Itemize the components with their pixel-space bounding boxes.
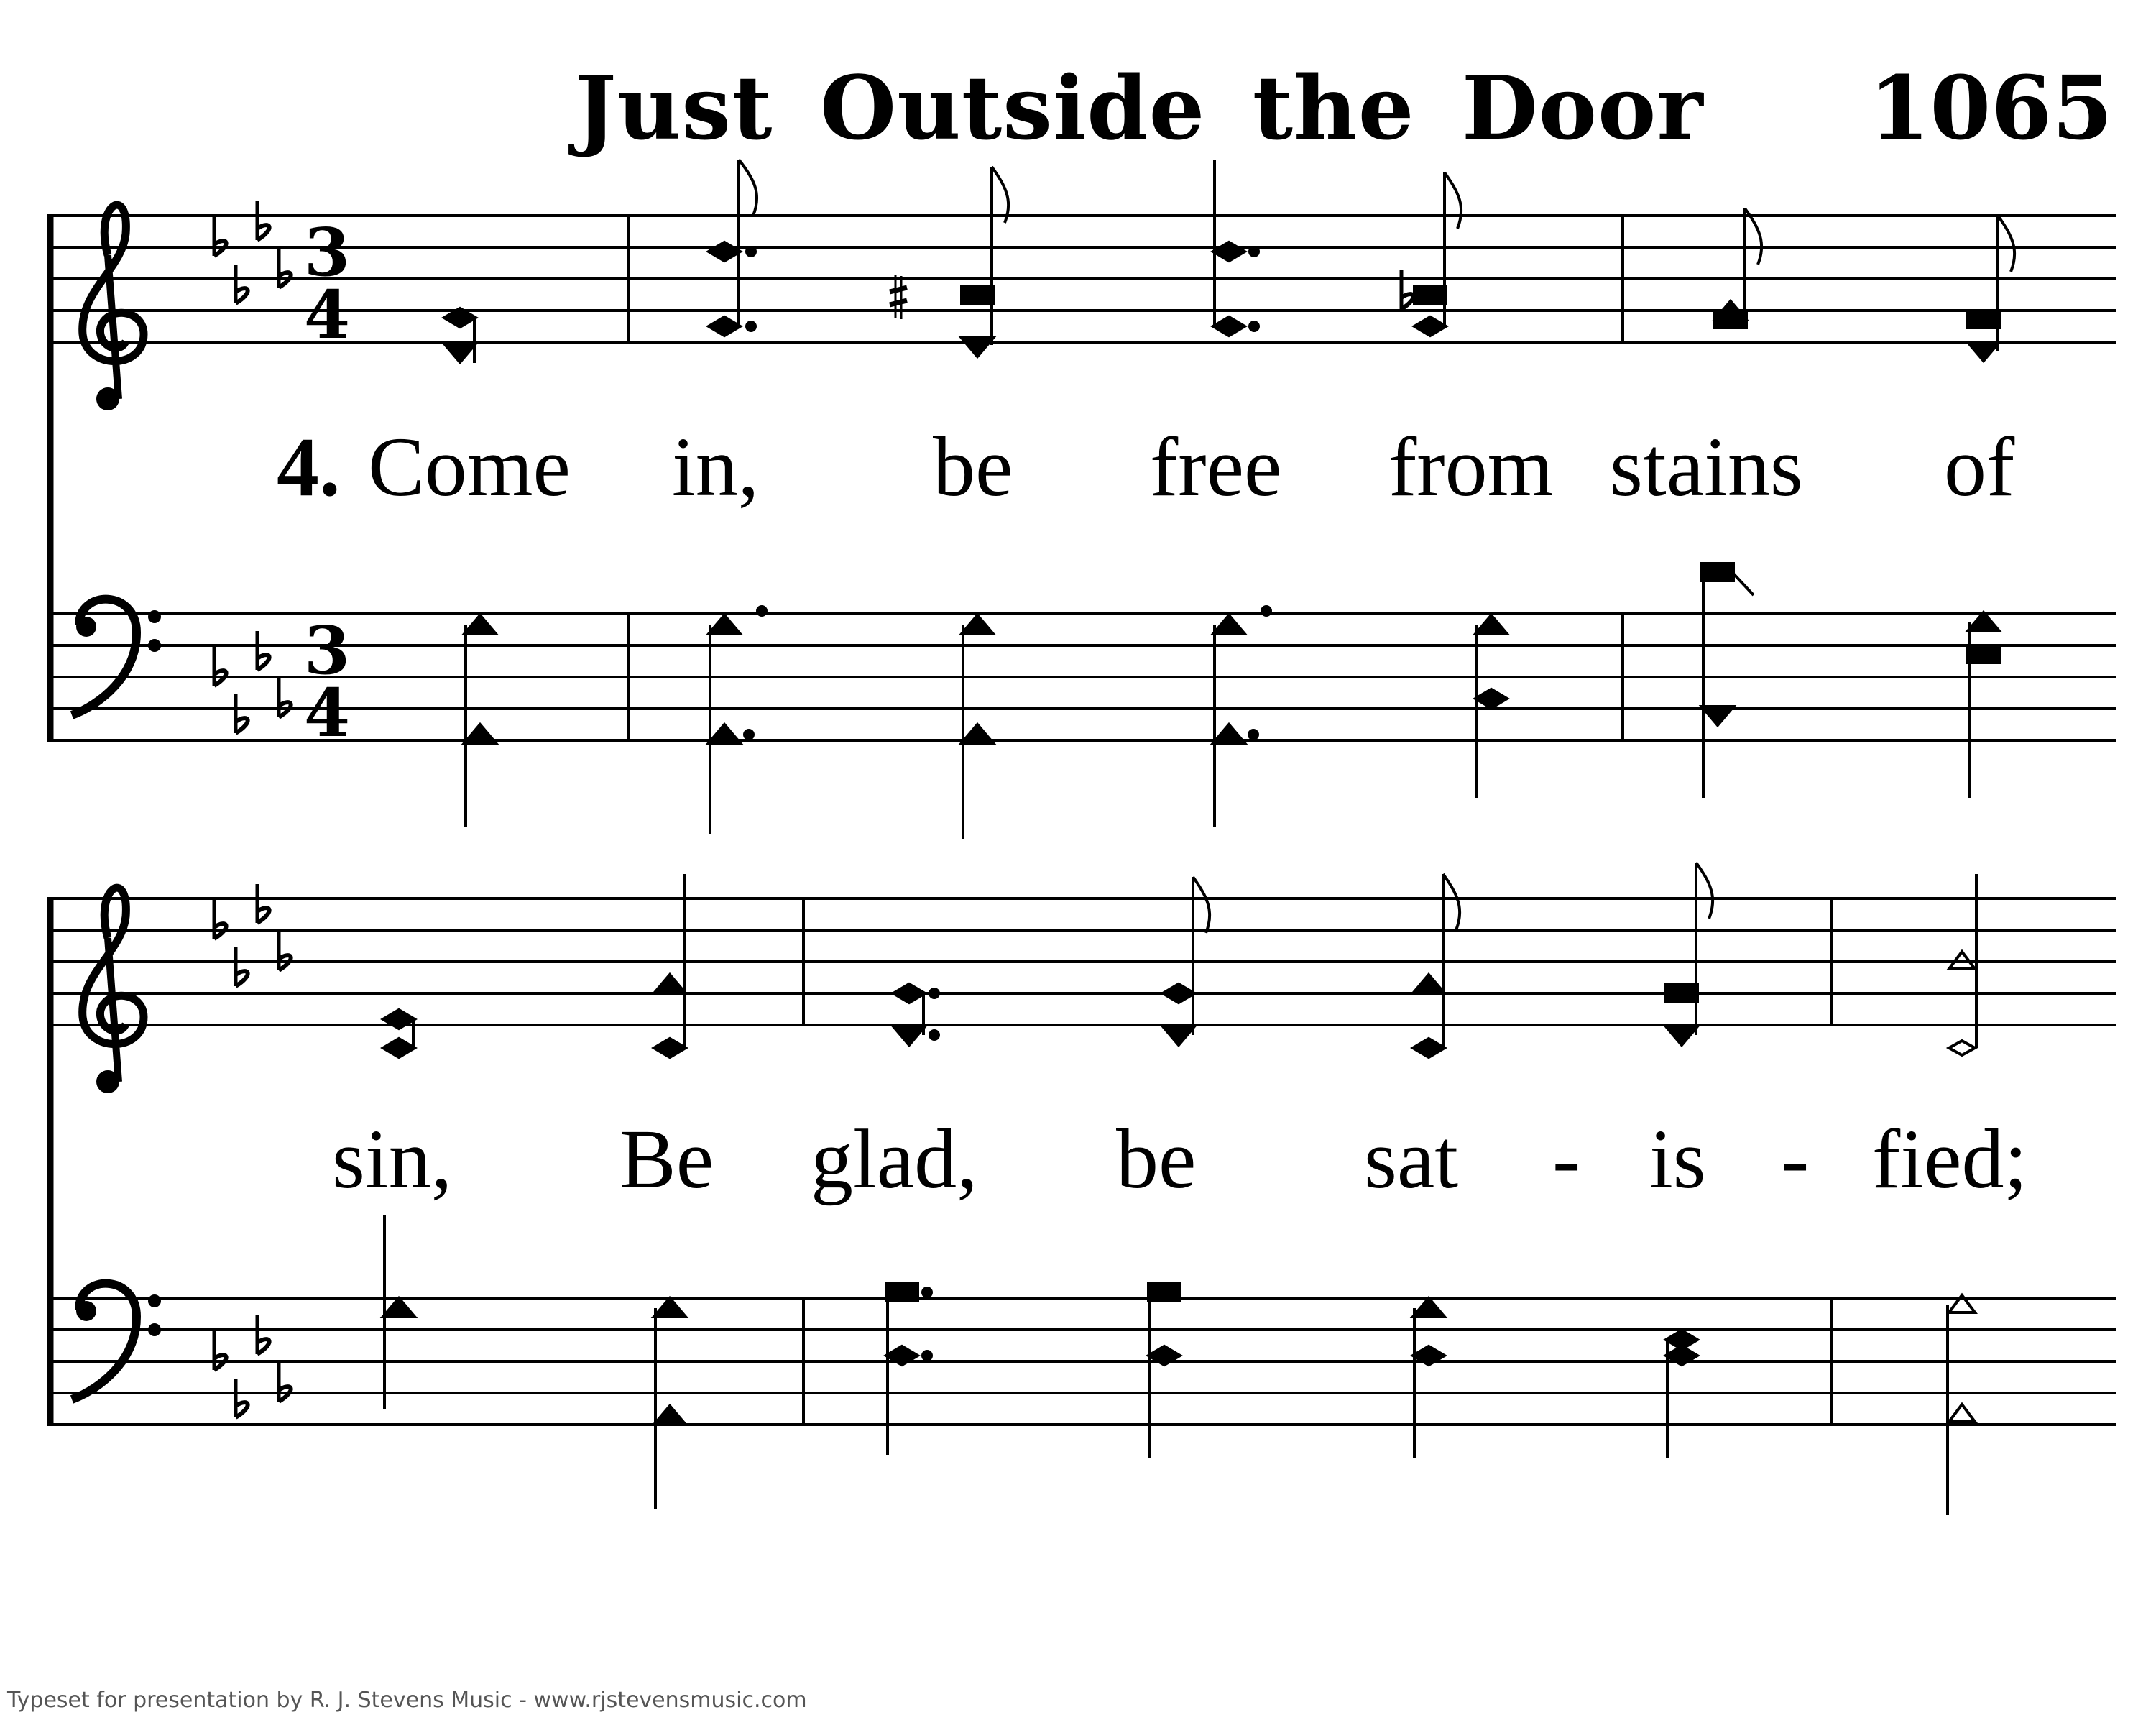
system-1-bass-staff	[47, 614, 2116, 740]
lyric-word: glad,	[811, 1112, 978, 1206]
lyric-word: stains	[1610, 420, 1803, 514]
lyric-word: Be	[619, 1112, 714, 1206]
system-2-treble-staff	[47, 898, 2116, 1025]
lyric-word: Come	[368, 420, 571, 514]
lyric-word: fied;	[1872, 1112, 2028, 1206]
system-2-bass-notes	[383, 1215, 1975, 1515]
treble-clef-icon	[83, 205, 144, 410]
lyric-word: free	[1150, 420, 1282, 514]
lyric-word: be	[1116, 1112, 1197, 1206]
lyric-word: is	[1649, 1112, 1706, 1206]
time-sig-bottom: 4	[303, 674, 351, 752]
bass-clef-icon	[72, 1284, 161, 1399]
bass-clef-icon	[72, 599, 161, 715]
lyric-word: in,	[672, 420, 760, 514]
lyric-word: sin,	[332, 1112, 453, 1206]
system-1-treble-notes	[444, 160, 2014, 363]
lyric-word: sat	[1364, 1112, 1459, 1206]
time-sig-top: 3	[303, 213, 351, 291]
lyric-hyphen: -	[1552, 1112, 1581, 1206]
hymn-title: Just Outside the Door	[575, 56, 1704, 160]
lyric-word: of	[1944, 420, 2015, 514]
lyric-hyphen: -	[1781, 1112, 1810, 1206]
time-sig-bottom: 4	[303, 276, 351, 354]
verse-number: 4.	[277, 420, 341, 514]
system-1-treble-staff	[47, 216, 2116, 342]
time-sig-top: 3	[303, 612, 351, 689]
treble-clef-icon	[83, 888, 144, 1093]
system-2-treble-notes	[383, 862, 1976, 1057]
lyric-word: from	[1388, 420, 1554, 514]
hymn-number: 1065	[1869, 56, 2113, 160]
footer-credit: Typeset for presentation by R. J. Stevens Music - www.rjstevensmusic.com	[7, 1688, 807, 1713]
lyric-word: be	[933, 420, 1013, 514]
system-1-bass-notes	[464, 564, 1999, 840]
system-2-bass-staff	[47, 1298, 2116, 1425]
